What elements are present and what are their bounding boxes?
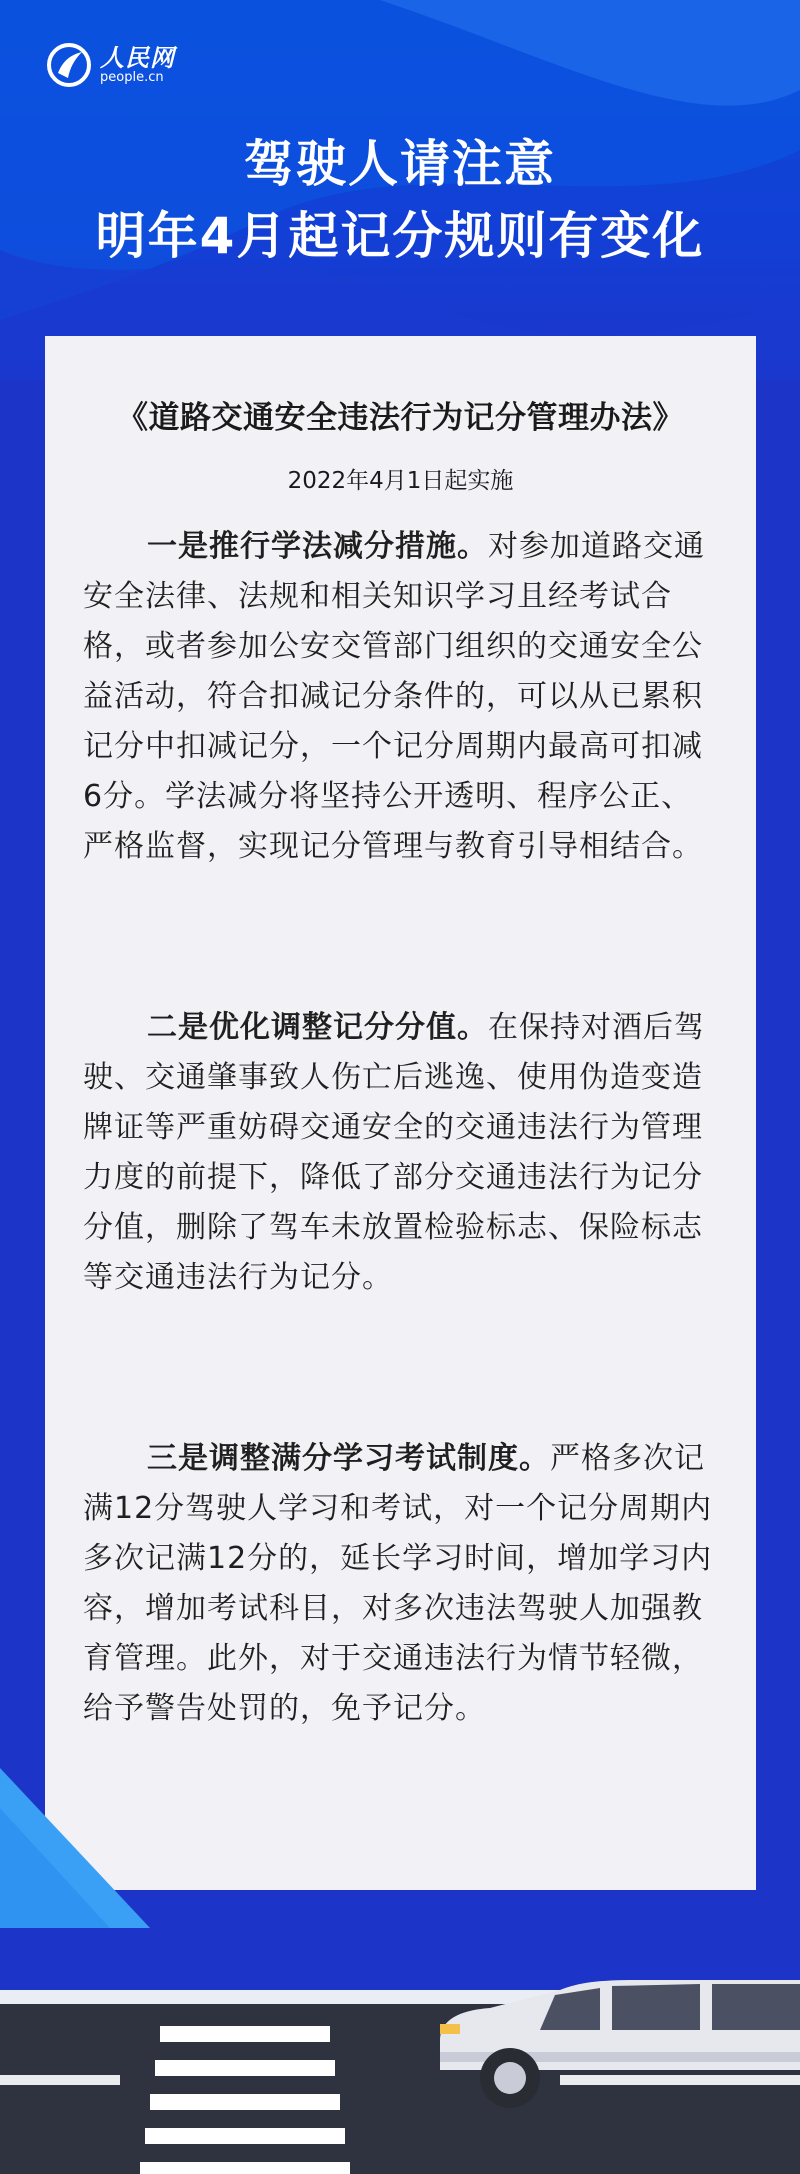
headline-line-2: 明年4月起记分规则有变化 <box>95 207 705 265</box>
lane-mark-right <box>560 2075 800 2085</box>
paragraph-3 <box>83 1434 723 1734</box>
paragraph-2-lead: 二是优化调整记分分值。 <box>147 1010 488 1045</box>
paragraph-3-body: 严格多次记满12分驾驶人学习和考试，对一个记分周期内多次记满12分的，延长学习时间，增加学习内容，增加考试科目，对多次违法驾驶人加强教育管理。此外，对于交通违法行为情节轻微，给予警告处罚的，免予记分。 <box>83 1441 713 1726</box>
content-card <box>45 336 756 1890</box>
brand-logo <box>44 40 175 90</box>
effective-date: 2022年4月1日起实施 <box>287 468 514 494</box>
brand-name: 人民网 <box>100 44 175 72</box>
corner-triangle-decoration <box>0 1768 150 1928</box>
headline-line-1: 驾驶人请注意 <box>244 135 556 193</box>
paragraph-3-lead: 三是调整满分学习考试制度。 <box>147 1441 550 1476</box>
paragraph-1-lead: 一是推行学法减分措施。 <box>147 529 488 564</box>
lane-mark-left <box>0 2075 120 2085</box>
people-logo-icon <box>44 40 94 90</box>
paragraph-1-body: 对参加道路交通安全法律、法规和相关知识学习且经考试合格，或者参加公安交管部门组织的交通安全公益活动，符合扣减记分条件的，可以从已累积记分中扣减记分，一个记分周期内最高可扣减6分。学法减分将坚持公开透明、程序公正、严格监督，实现记分管理与教育引导相结合。 <box>83 529 705 864</box>
document-title: 《道路交通安全违法行为记分管理办法》 <box>117 400 684 436</box>
paragraph-1 <box>83 522 723 872</box>
paragraph-2 <box>83 1003 723 1303</box>
paragraph-2-body: 在保持对酒后驾驶、交通肇事致人伤亡后逃逸、使用伪造变造牌证等严重妨碍交通安全的交通违法行为管理力度的前提下，降低了部分交通违法行为记分分值，删除了驾车未放置检验标志、保险标志等交通违法行为记分。 <box>83 1010 705 1295</box>
page-headline <box>0 128 800 272</box>
road-illustration <box>0 1960 800 2174</box>
brand-domain: people.cn <box>100 70 164 85</box>
